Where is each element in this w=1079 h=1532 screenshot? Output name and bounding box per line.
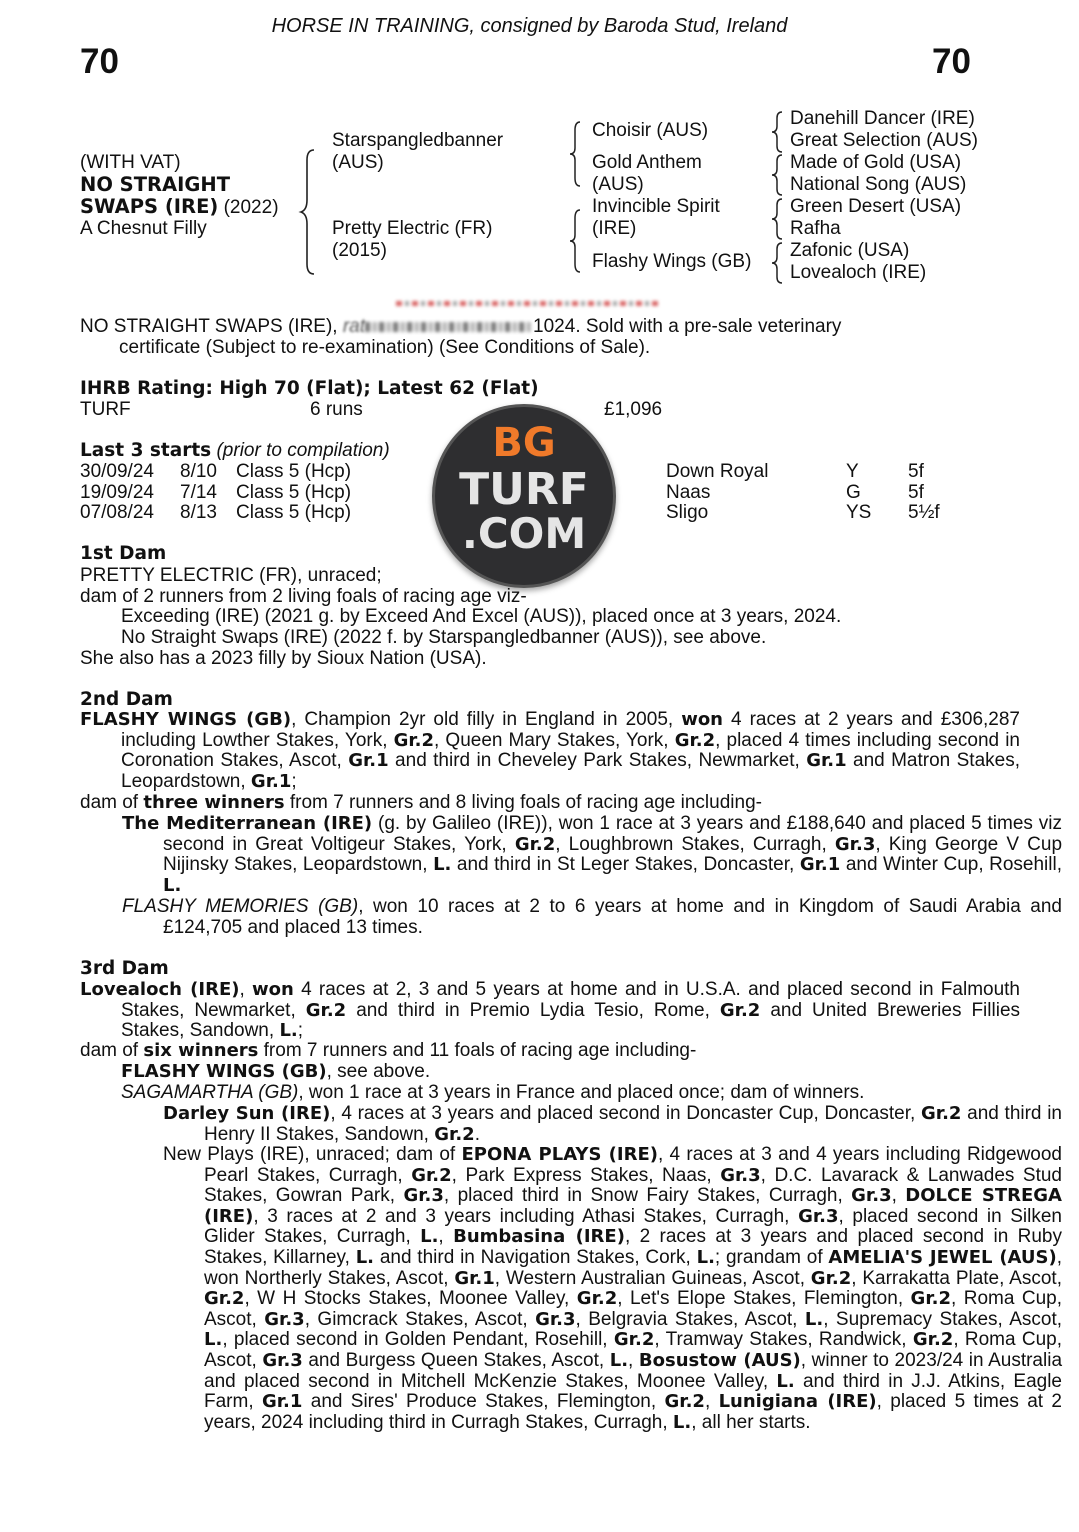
pedigree-sire: Starspangledbanner (AUS): [332, 130, 504, 173]
pedigree-brace-ss: [770, 110, 784, 154]
start-position: 8/10: [180, 461, 217, 482]
pedigree-ddd: Lovealoch (IRE): [790, 262, 927, 283]
second-dam-heading: 2nd Dam: [80, 689, 173, 710]
pedigree-brace-sire: [568, 120, 582, 188]
produce-the-mediterranean: The Mediterranean (IRE) (g. by Galileo (IRE)), won 1 race at 3 years and £188,640 and placed 5 times viz second in Great Voltigeur Stakes, York, Gr.2, Loughbrown Stakes, Curragh, Gr.3, King George V Cup Nijinsky Stakes, Leopardstown, L. and third in St Leger Stakes, Doncaster, Gr.1 and Winter Cup, Rosehill, L.: [122, 813, 1063, 896]
start-going: G: [846, 482, 861, 503]
pedigree-dam-dam: Flashy Wings (GB): [592, 251, 752, 272]
produce-flashy-memories: FLASHY MEMORIES (GB), won 10 races at 2 to 6 years at home and in Kingdom of Saudi Arabia and £124,705 and placed 13 times.: [122, 896, 1063, 938]
sale-note-line2: certificate (Subject to re-examination) (See Conditions of Sale).: [119, 337, 651, 358]
third-dam-produce-summary: dam of six winners from 7 runners and 11 foals of racing age including-: [80, 1040, 697, 1061]
start-course: Naas: [666, 482, 711, 503]
logo-turf-text: TURF: [459, 464, 589, 515]
start-course: Sligo: [666, 502, 709, 523]
pedigree-brace-dd: [770, 241, 784, 285]
produce-darley-sun: Darley Sun (IRE), 4 races at 3 years and placed second in Doncaster Cup, Doncaster, Gr.2 and third in Henry II Stakes, Sandown, Gr.2.: [163, 1103, 1062, 1145]
lot-number-right: 70: [932, 42, 971, 81]
rating-surface: TURF: [80, 399, 131, 420]
pedigree-dds: Zafonic (USA): [790, 240, 910, 261]
obscured-text-strip: [365, 322, 533, 332]
horse-year: (2022): [223, 197, 279, 218]
start-course: Down Royal: [666, 461, 769, 482]
horse-name-line2-wrap: [80, 196, 279, 219]
sale-note-end: 1024. Sold with a pre-sale veterinary: [533, 316, 842, 337]
bgturf-logo: [432, 404, 616, 588]
horse-name-line1: NO STRAIGHT: [80, 173, 231, 196]
start-position: 7/14: [180, 482, 217, 503]
pedigree-sdd: National Song (AUS): [790, 174, 967, 195]
third-dam-heading: 3rd Dam: [80, 958, 169, 979]
pedigree-dam-sire: Invincible Spirit (IRE): [592, 196, 720, 239]
sale-note-obscured: rat: [342, 316, 366, 337]
pedigree-dss: Green Desert (USA): [790, 196, 962, 217]
start-distance: 5½f: [908, 502, 940, 523]
sale-note-horse: NO STRAIGHT SWAPS (IRE),: [80, 316, 338, 337]
start-date: 07/08/24: [80, 502, 154, 523]
start-class: Class 5 (Hcp): [236, 502, 352, 523]
second-dam-record: FLASHY WINGS (GB), Champion 2yr old filly in England in 2005, won 4 races at 2 years and £306,287 including Lowther Stakes, York, Gr.2, Queen Mary Stakes, York, Gr.2, placed 4 times including second in Coronation Stakes, Ascot, Gr.1 and third in Cheveley Park Stakes, Newmarket, Gr.1 and Matron Stakes, Leopardstown, Gr.1;: [80, 709, 1020, 792]
pedigree-brace-ds: [770, 197, 784, 241]
produce-sagamartha: SAGAMARTHA (GB), won 1 race at 3 years in France and placed once; dam of winners.: [121, 1082, 865, 1103]
first-dam-line2: dam of 2 runners from 2 living foals of racing age viz-: [80, 586, 527, 607]
first-dam-produce-2: No Straight Swaps (IRE) (2022 f. by Starspangledbanner (AUS)), see above.: [121, 627, 767, 648]
pedigree-sire-dam: Gold Anthem (AUS): [592, 152, 702, 195]
pedigree-ssd: Great Selection (AUS): [790, 130, 978, 151]
start-class: Class 5 (Hcp): [236, 461, 352, 482]
pedigree-sds: Made of Gold (USA): [790, 152, 962, 173]
rating-runs: 6 runs: [310, 399, 363, 420]
start-distance: 5f: [908, 482, 924, 503]
lot-number-left: 70: [80, 42, 119, 81]
start-class: Class 5 (Hcp): [236, 482, 352, 503]
sale-note-line1: [80, 317, 841, 338]
produce-new-plays: New Plays (IRE), unraced; dam of EPONA PLAYS (IRE), 4 races at 3 and 4 years including Ridgewood Pearl Stakes, Curragh, Gr.2, Park Express Stakes, Naas, Gr.3, D.C. Lavarack & Lanwades Stud Stakes, Gowran Park, Gr.3, placed third in Snow Fairy Stakes, Curragh, Gr.3, DOLCE STREGA (IRE), 3 races at 2 and 3 years including Athasi Stakes, Curragh, Gr.3, placed second in Silken Glider Stakes, Curragh, L., Bumbasina (IRE), 2 races at 3 years and placed second in Ruby Stakes, Killarney, L. and third in Navigation Stakes, Cork, L.; grandam of AMELIA'S JEWEL (AUS), won Northerly Stakes, Ascot, Gr.1, Western Australian Guineas, Ascot, Gr.2, Karrakatta Plate, Ascot, Gr.2, W H Stocks Stakes, Moonee Valley, Gr.2, Let's Elope Stakes, Flemington, Gr.2, Roma Cup, Ascot, Gr.3, Gimcrack Stakes, Ascot, Gr.3, Belgravia Stakes, Ascot, L., Supremacy Stakes, Ascot, L., placed second in Golden Pendant, Rosehill, Gr.2, Tramway Stakes, Randwick, Gr.2, Roma Cup, Ascot, Gr.3 and Burgess Queen Stakes, Ascot, L., Bosustow (AUS), winner to 2023/24 in Australia and placed second in Mitchell McKenzie Stakes, Moonee Valley, L. and third in J.J. Atkins, Eagle Farm, Gr.1 and Sires' Produce Stakes, Flemington, Gr.2, Lunigiana (IRE), placed 5 times at 2 years, 2024 including third in Curragh Stakes, Curragh, L., all her starts.: [163, 1144, 1063, 1433]
catalogue-header: HORSE IN TRAINING, consigned by Baroda Stud, Ireland: [271, 15, 788, 37]
stamp-smudge: [396, 297, 661, 311]
first-dam-heading: 1st Dam: [80, 543, 167, 564]
pedigree-brace-main: [298, 148, 318, 276]
pedigree-brace-sd: [770, 153, 784, 197]
vat-note: (WITH VAT): [80, 152, 181, 173]
pedigree-dam: Pretty Electric (FR) (2015): [332, 218, 493, 261]
pedigree-sire-sire: Choisir (AUS): [592, 120, 709, 141]
third-dam-record: Lovealoch (IRE), won 4 races at 2, 3 and 5 years at home and in U.S.A. and placed second in Falmouth Stakes, Newmarket, Gr.2 and third in Premio Lydia Tesio, Rome, Gr.2 and United Breweries Fillies Stakes, Sandown, L.;: [80, 979, 1021, 1042]
first-dam-line1: PRETTY ELECTRIC (FR), unraced;: [80, 565, 382, 586]
pedigree-brace-dam: [568, 208, 582, 274]
ihrb-rating-heading: IHRB Rating: High 70 (Flat); Latest 62 (Flat): [80, 378, 539, 399]
start-date: 30/09/24: [80, 461, 154, 482]
first-dam-produce-1: Exceeding (IRE) (2021 g. by Exceed And Excel (AUS)), placed once at 3 years, 2024.: [121, 606, 842, 627]
start-going: YS: [846, 502, 872, 523]
start-distance: 5f: [908, 461, 924, 482]
pedigree-sss: Danehill Dancer (IRE): [790, 108, 975, 129]
start-position: 8/13: [180, 502, 217, 523]
second-dam-produce-summary: dam of three winners from 7 runners and 8 living foals of racing age including-: [80, 792, 762, 813]
horse-description: A Chesnut Filly: [80, 218, 207, 239]
rating-earnings: £1,096: [604, 399, 663, 420]
last-starts-heading: Last 3 starts (prior to compilation): [80, 440, 390, 461]
horse-name-line2: SWAPS (IRE): [80, 195, 219, 218]
first-dam-note: She also has a 2023 filly by Sioux Nation (USA).: [80, 648, 487, 669]
logo-com-text: .COM: [461, 509, 587, 558]
logo-bg-text: BG: [492, 420, 556, 466]
start-date: 19/09/24: [80, 482, 154, 503]
start-going: Y: [846, 461, 859, 482]
pedigree-dsd: Rafha: [790, 218, 841, 239]
produce-flashy-wings: FLASHY WINGS (GB), see above.: [121, 1061, 431, 1082]
